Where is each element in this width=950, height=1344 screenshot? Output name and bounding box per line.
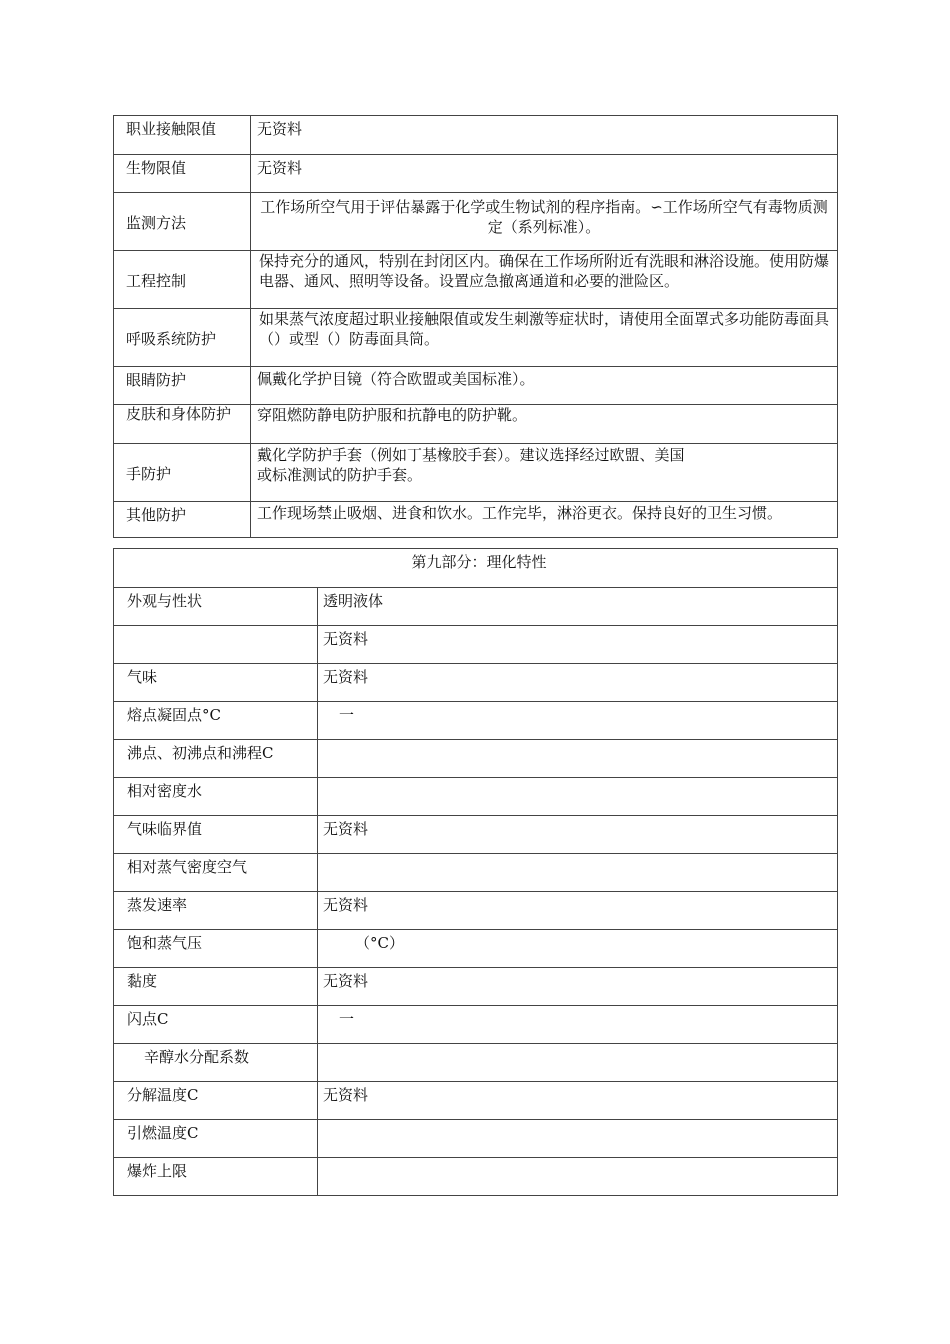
row-label: 其他防护 [114,502,251,538]
row-label: 眼睛防护 [114,367,251,405]
row-value: 无资料 [251,155,838,193]
property-value [318,1044,838,1082]
row-value: 工作现场禁止吸烟、进食和饮水。工作完毕，淋浴更衣。保持良好的卫生习惯。 [251,502,838,538]
row-value [251,444,838,502]
property-label: 黏度 [114,968,318,1006]
physical-properties-table [113,548,838,1196]
table-row [114,854,838,892]
properties-body [114,588,838,1196]
property-label: 蒸发速率 [114,892,318,930]
property-label: 气味临界值 [114,816,318,854]
row-label: 手防护 [114,444,251,502]
property-label: 辛醇水分配系数 [114,1044,318,1082]
property-label: 气味 [114,664,318,702]
table-row [114,116,838,155]
property-value: 无资料 [318,1082,838,1120]
property-value: （°C） [318,930,838,968]
property-value: 无资料 [318,816,838,854]
row-value: 如果蒸气浓度超过职业接触限值或发生刺激等症状时，请使用全面罩式多功能防毒面具（）或型（）防毒面具筒。 [251,309,838,367]
property-label: 熔点凝固点°C [114,702,318,740]
table-row [114,367,838,405]
property-label: 引燃温度C [114,1120,318,1158]
table-row [114,816,838,854]
row-value: 工作场所空气用于评估暴露于化学或生物试剂的程序指南。∽工作场所空气有毒物质测定（系列标准）。 [251,193,838,251]
property-label [114,626,318,664]
property-label: 沸点、初沸点和沸程C [114,740,318,778]
property-label: 饱和蒸气压 [114,930,318,968]
row-value-line: 或标准测试的防护手套。 [257,466,423,484]
row-label: 呼吸系统防护 [114,309,251,367]
table-row [114,155,838,193]
row-label: 监测方法 [114,193,251,251]
table-row [114,740,838,778]
table-row [114,702,838,740]
table-row [114,1082,838,1120]
row-value-line: 戴化学防护手套（例如丁基橡胶手套）。建议选择经过欧盟、美国 [257,446,685,464]
property-value [318,1120,838,1158]
section-header-row [114,549,838,588]
table-row [114,405,838,444]
table-row [114,588,838,626]
row-value: 佩戴化学护目镜（符合欧盟或美国标准）。 [251,367,838,405]
table-row [114,968,838,1006]
property-value: 一 [318,1006,838,1044]
row-value: 穿阻燃防静电防护服和抗静电的防护靴。 [251,405,838,444]
table-row [114,1120,838,1158]
row-value: 保持充分的通风，特别在封闭区内。确保在工作场所附近有洗眼和淋浴设施。使用防爆电器、通风、照明等设备。设置应急撤离通道和必要的泄险区。 [251,251,838,309]
row-label: 工程控制 [114,251,251,309]
property-value [318,854,838,892]
property-label: 相对蒸气密度空气 [114,854,318,892]
table-row [114,193,838,251]
property-value [318,1158,838,1196]
property-value: 一 [318,702,838,740]
table-row [114,892,838,930]
property-label: 分解温度C [114,1082,318,1120]
row-value: 无资料 [251,116,838,155]
table-row [114,1044,838,1082]
property-value [318,778,838,816]
table-row [114,1006,838,1044]
property-label: 相对密度水 [114,778,318,816]
property-value [318,740,838,778]
table-row [114,626,838,664]
table-row [114,664,838,702]
row-label: 生物限值 [114,155,251,193]
row-label-text: 皮肤和身体防护 [126,405,232,423]
protection-table [113,115,838,538]
property-value: 无资料 [318,892,838,930]
table-row [114,930,838,968]
table-row [114,778,838,816]
row-label: 职业接触限值 [114,116,251,155]
property-label: 爆炸上限 [114,1158,318,1196]
property-value: 无资料 [318,664,838,702]
table-row [114,251,838,309]
property-label: 外观与性状 [114,588,318,626]
property-value: 无资料 [318,968,838,1006]
property-value: 无资料 [318,626,838,664]
table-row [114,309,838,367]
property-value: 透明液体 [318,588,838,626]
property-label: 闪点C [114,1006,318,1044]
table-row [114,502,838,538]
section-title: 第九部分：理化特性 [114,549,838,588]
row-label [114,405,251,444]
table-row [114,1158,838,1196]
table-row [114,444,838,502]
